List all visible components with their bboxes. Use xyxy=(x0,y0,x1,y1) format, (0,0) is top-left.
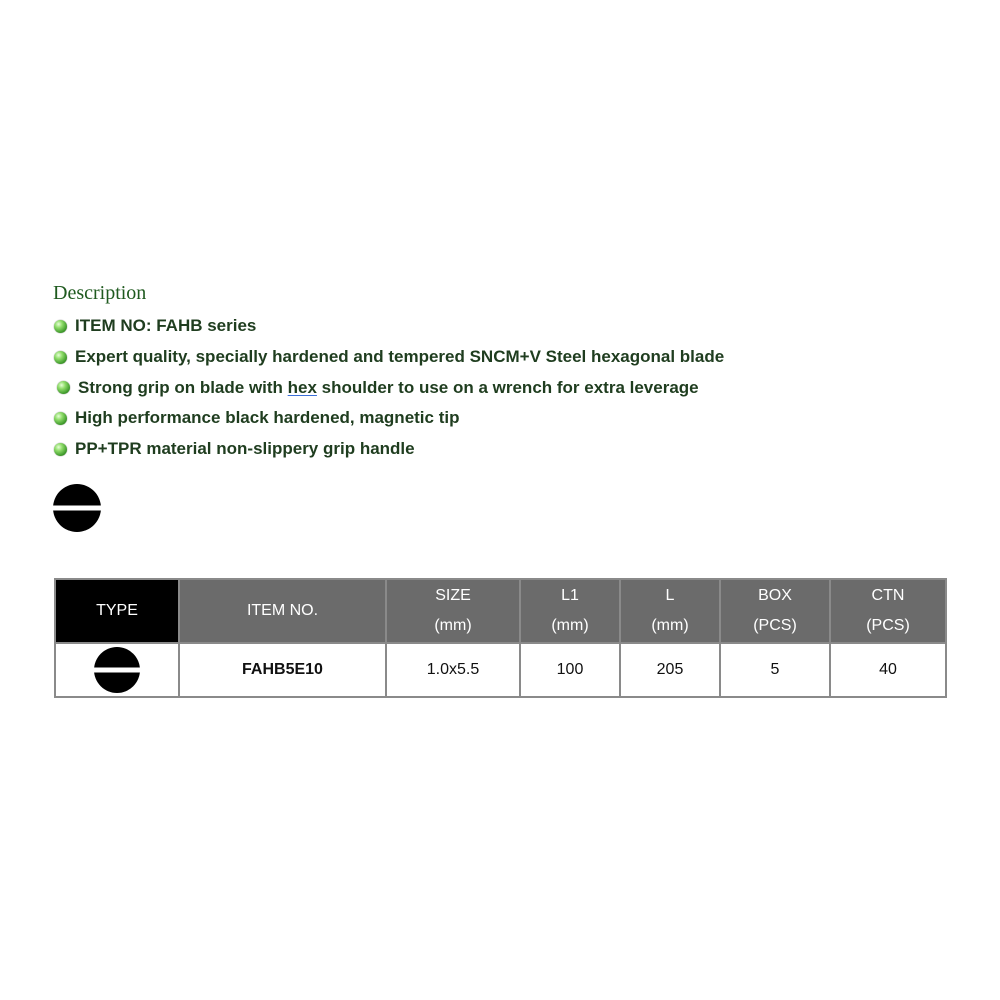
l1-cell: 100 xyxy=(520,643,620,697)
header-box-label: BOX xyxy=(758,587,792,604)
type-cell xyxy=(55,643,179,697)
header-type: TYPE xyxy=(55,579,179,643)
feature-item xyxy=(54,342,724,373)
header-box-unit: (PCS) xyxy=(753,617,797,634)
l-cell: 205 xyxy=(620,643,720,697)
header-l-unit: (mm) xyxy=(651,617,689,634)
table-row xyxy=(55,643,946,697)
header-ctn-label: CTN xyxy=(871,587,905,604)
feature-text: High performance black hardened, magnetic tip xyxy=(75,408,460,428)
feature-item xyxy=(54,311,724,342)
feature-item xyxy=(54,372,724,403)
feature-text: PP+TPR material non-slippery grip handle xyxy=(75,439,415,459)
green-bullet-icon xyxy=(54,351,67,364)
header-l xyxy=(620,579,720,643)
header-l1-unit: (mm) xyxy=(551,617,589,634)
header-ctn-unit: (PCS) xyxy=(866,617,910,634)
header-size-unit: (mm) xyxy=(434,617,472,634)
size-cell: 1.0x5.5 xyxy=(386,643,520,697)
feature-text-part: Strong grip on blade with xyxy=(78,377,288,397)
slotted-screwdriver-tip-icon xyxy=(94,647,140,693)
header-box xyxy=(720,579,830,643)
header-item-no: ITEM NO. xyxy=(179,579,386,643)
ctn-cell: 40 xyxy=(830,643,946,697)
feature-item xyxy=(54,403,724,434)
green-bullet-icon xyxy=(57,381,70,394)
header-ctn xyxy=(830,579,946,643)
feature-text: Expert quality, specially hardened and tempered SNCM+V Steel hexagonal blade xyxy=(75,347,725,367)
feature-item xyxy=(54,434,724,465)
header-l-label: L xyxy=(665,587,675,604)
feature-text xyxy=(78,378,699,398)
box-cell: 5 xyxy=(720,643,830,697)
header-l1 xyxy=(520,579,620,643)
feature-text-part: shoulder to use on a wrench for extra leverage xyxy=(316,377,699,397)
green-bullet-icon xyxy=(54,320,67,333)
hex-link[interactable]: hex xyxy=(287,377,317,397)
table-header-row xyxy=(55,579,946,643)
header-size-label: SIZE xyxy=(435,587,471,604)
feature-text: ITEM NO: FAHB series xyxy=(75,316,257,336)
description-heading: Description xyxy=(53,282,147,304)
spec-table xyxy=(54,578,947,698)
green-bullet-icon xyxy=(54,443,67,456)
slotted-screwdriver-tip-icon xyxy=(53,484,101,532)
item-no-cell: FAHB5E10 xyxy=(179,643,386,697)
feature-list xyxy=(54,311,724,464)
header-l1-label: L1 xyxy=(561,587,579,604)
header-size xyxy=(386,579,520,643)
green-bullet-icon xyxy=(54,412,67,425)
